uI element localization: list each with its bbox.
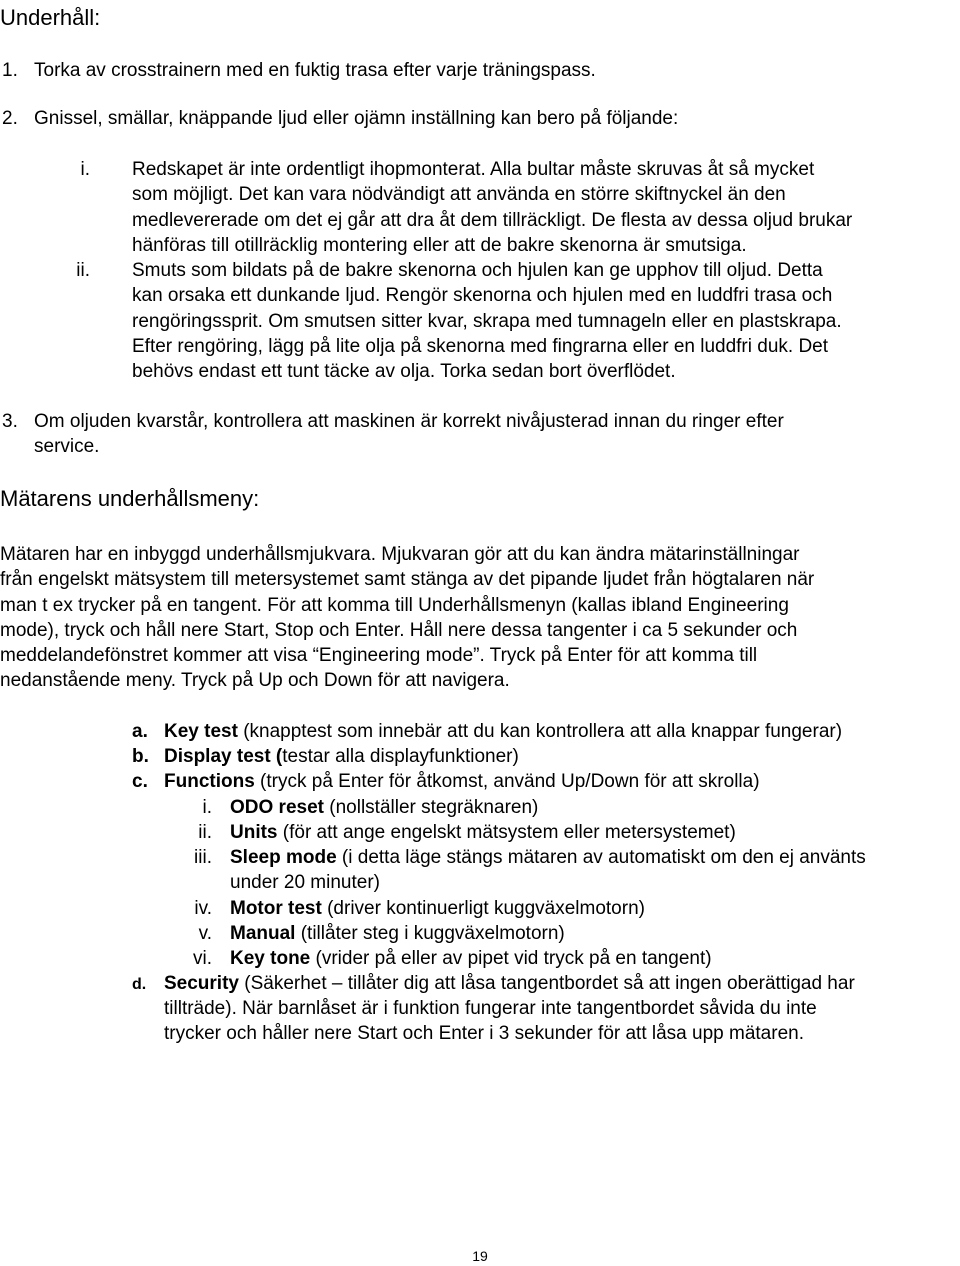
text-line: som möjligt. Det kan vara nödvändigt att använda en större skiftnyckel än den bbox=[132, 184, 786, 206]
menu-term: Sleep mode bbox=[230, 847, 337, 868]
list-item-text: Gnissel, smällar, knäppande ljud eller ojämn inställning kan bero på följande: bbox=[34, 108, 679, 129]
menu-item-key-test bbox=[164, 719, 842, 744]
menu-item-continuation: trycker och håller nere Start och Enter i 3 sekunder för att låsa upp mätaren. bbox=[164, 1023, 804, 1044]
menu-subitem-manual bbox=[230, 921, 565, 946]
text-line: Om oljuden kvarstår, kontrollera att maskinen är korrekt nivåjusterad innan du ringer efter bbox=[34, 411, 784, 432]
menu-desc: (vrider på eller av pipet vid tryck på en tangent) bbox=[310, 948, 712, 969]
menu-term: Security bbox=[164, 973, 239, 994]
menu-term: ODO reset bbox=[230, 797, 324, 818]
list-item-text: Torka av crosstrainern med en fuktig trasa efter varje träningspass. bbox=[34, 60, 596, 81]
menu-term: Manual bbox=[230, 923, 296, 944]
text-line: kan orsaka ett dunkande ljud. Rengör skenorna och hjulen med en luddfri trasa och bbox=[132, 285, 833, 307]
section-heading-maintenance: Underhåll: bbox=[0, 5, 101, 30]
menu-term: Display test ( bbox=[164, 746, 283, 767]
list-number: 2. bbox=[2, 108, 18, 129]
menu-term: Key test bbox=[164, 721, 238, 742]
menu-subitem-units bbox=[230, 820, 736, 845]
roman-numeral: i. bbox=[202, 797, 212, 818]
menu-subitem-motor-test bbox=[230, 896, 645, 921]
text-line: Redskapet är inte ordentligt ihopmonterat. Alla bultar måste skruvas åt så mycket bbox=[132, 159, 815, 180]
menu-letter: b. bbox=[132, 746, 149, 767]
menu-desc: (tillåter steg i kuggväxelmotorn) bbox=[295, 923, 565, 944]
roman-numeral: ii. bbox=[198, 822, 212, 843]
roman-numeral: iii. bbox=[194, 847, 212, 868]
menu-letter: c. bbox=[132, 771, 148, 792]
menu-item-functions bbox=[164, 769, 760, 794]
text-line: rengöringssprit. Om smutsen sitter kvar, skrapa med tumnageln eller en plastskrapa. bbox=[132, 310, 842, 332]
text-line: man t ex trycker på en tangent. För att komma till Underhållsmenyn (kallas ibland Engineering bbox=[0, 594, 789, 616]
menu-item-security bbox=[164, 971, 855, 996]
list-item-text bbox=[34, 409, 784, 460]
menu-subitem-key-tone bbox=[230, 946, 712, 971]
text-line: service. bbox=[34, 436, 100, 458]
intro-paragraph bbox=[0, 542, 814, 694]
text-line: hänföras till otillräcklig montering eller att de bakre skenorna är smutsiga. bbox=[132, 234, 747, 256]
menu-desc: (knapptest som innebär att du kan kontrollera att alla knappar fungerar) bbox=[237, 721, 843, 742]
menu-item-display-test bbox=[164, 744, 519, 769]
sub-item-text bbox=[132, 157, 852, 258]
text-line: Smuts som bildats på de bakre skenorna och hjulen kan ge upphov till oljud. Detta bbox=[132, 260, 823, 281]
menu-term: Functions bbox=[164, 771, 255, 792]
text-line: medlevererade om det ej går att dra åt dem tillräckligt. De flesta av dessa oljud brukar bbox=[132, 209, 853, 231]
roman-numeral: vi. bbox=[193, 948, 212, 969]
menu-letter: d. bbox=[132, 976, 147, 993]
list-number: 1. bbox=[2, 60, 18, 81]
menu-term: Key tone bbox=[230, 948, 311, 969]
menu-term: Units bbox=[230, 822, 278, 843]
section-heading-meter-menu: Mätarens underhållsmeny: bbox=[0, 486, 260, 511]
menu-desc: (nollställer stegräknaren) bbox=[323, 797, 539, 818]
page-number: 19 bbox=[472, 1248, 488, 1264]
text-line: mode), tryck och håll nere Start, Stop och Enter. Håll nere dessa tangenter i ca 5 sekunder och bbox=[0, 619, 798, 641]
roman-numeral: iv. bbox=[194, 898, 212, 919]
roman-numeral: v. bbox=[198, 923, 212, 944]
roman-numeral: ii. bbox=[76, 260, 90, 281]
list-number: 3. bbox=[2, 411, 18, 432]
menu-subitem-sleep-mode bbox=[230, 845, 866, 870]
menu-desc: (driver kontinuerligt kuggväxelmotorn) bbox=[321, 898, 645, 919]
menu-term: Motor test bbox=[230, 898, 322, 919]
menu-desc: (i detta läge stängs mätaren av automatiskt om den ej använts bbox=[336, 847, 866, 868]
menu-desc: testar alla displayfunktioner) bbox=[282, 746, 519, 767]
menu-desc: (för att ange engelskt mätsystem eller metersystemet) bbox=[277, 822, 736, 843]
menu-desc: (tryck på Enter för åtkomst, använd Up/Down för att skrolla) bbox=[254, 771, 760, 792]
menu-desc: (Säkerhet – tillåter dig att låsa tangentbordet så att ingen oberättigad har bbox=[238, 973, 855, 994]
text-line: från engelskt mätsystem till metersystemet samt stänga av det pipande ljudet från högtalaren när bbox=[0, 569, 815, 591]
menu-item-continuation: tillträde). När barnlåset är i funktion fungerar inte tangentbordet såvida du inte bbox=[164, 998, 817, 1019]
text-line: nedanstående meny. Tryck på Up och Down för att navigera. bbox=[0, 670, 510, 692]
text-line: Mätaren har en inbyggd underhållsmjukvara. Mjukvaran gör att du kan ändra mätarinställningar bbox=[0, 544, 800, 565]
text-line: behövs endast ett tunt täcke av olja. Torka sedan bort överflödet. bbox=[132, 361, 676, 383]
sub-item-text bbox=[132, 258, 842, 384]
menu-subitem-odo-reset bbox=[230, 795, 538, 820]
text-line: Efter rengöring, lägg på lite olja på skenorna med fingrarna eller en luddfri duk. Det bbox=[132, 335, 829, 357]
text-line: meddelandefönstret kommer att visa “Engineering mode”. Tryck på Enter för att komma till bbox=[0, 645, 758, 667]
menu-subitem-continuation: under 20 minuter) bbox=[230, 872, 380, 893]
menu-letter: a. bbox=[132, 721, 148, 742]
roman-numeral: i. bbox=[80, 159, 90, 180]
